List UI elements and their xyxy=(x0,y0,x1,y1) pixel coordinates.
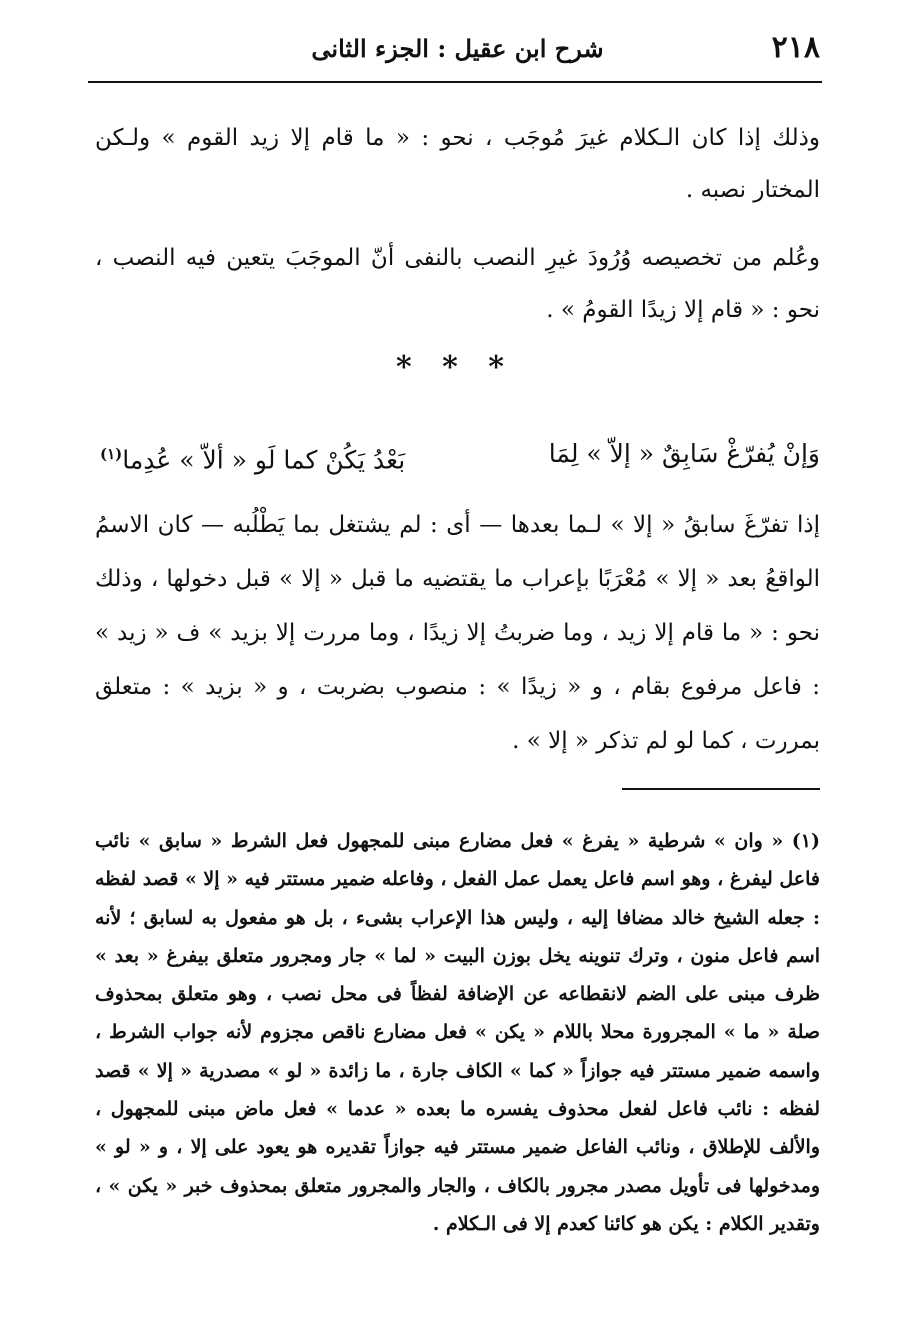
section-separator: * * * xyxy=(396,350,514,385)
footnote: (١) « وان » شرطية « يفرغ » فعل مضارع مبنى للمجهول فعل الشرط « سابق » نائب فاعل ليفرغ ، وهو اسم فاعل يعمل عمل الفعل ، وفاعله ضمير مستتر فيه « إلا » قصد لفظه : جعله الشيخ خالد مضافا إليه ، وليس هذا الإعراب بشىء ، بل هو مفعول به لسابق ؛ لأنه اسم فاعل منون ، وترك تنوينه يخل بوزن البيت « لما » جار ومجرور متعلق بيفرغ « بعد » ظرف مبنى على الضم لانقطاعه عن الإضافة لفظاً فى محل نصب ، وهو متعلق بمحذوف صلة « ما » المجرورة محلا باللام « يكن » فعل مضارع ناقص مجزوم لأنه جواب الشرط ، واسمه ضمير مستتر فيه جوازاً « كما » الكاف جارة ، ما زائدة « لو » مصدرية « إلا » قصد لفظه : نائب فاعل لفعل محذوف يفسره ما بعده « عدما » فعل ماض مبنى للمجهول ، والألف للإطلاق ، ونائب الفاعل ضمير مستتر فيه جوازاً تقديره هو يعود على إلا ، و « لو » ومدخولها فى تأويل مصدر مجرور بالكاف ، والجار والمجرور متعلق بمحذوف خبر « يكن » ، وتقدير الكلام : يكن هو كائنا كعدم إلا فى الـكلام . xyxy=(95,830,820,1235)
commentary-paragraph: إذا تفرّغَ سابقُ « إلا » لـما بعدها — أى : لم يشتغل بما يَطْلُبه — كان الاسمُ الواقعُ بعد « إلا » مُعْرَبًا بإعراب ما يقتضيه ما قبل « إلا » قبل دخولها ، وذلك نحو : « ما قام إلا زيد ، وما ضربتُ إلا زيدًا ، وما مررت إلا بزيد » ف « زيد » : فاعل مرفوع بقام ، و « زيدًا » : منصوب بضربت ، و « بزيد » : متعلق بمررت ، كما لو لم تذكر « إلا » . xyxy=(95,512,820,754)
header-rule xyxy=(88,81,822,83)
verse-first-hemistich: وَإنْ يُفرّغْ سَابِقٌ « إلاّ » لِمَا xyxy=(548,439,820,468)
page-number: ٢١٨ xyxy=(771,30,820,65)
footnote-rule xyxy=(622,788,820,790)
paragraph-1: وذلك إذا كان الـكلام غيرَ مُوجَب ، نحو : « ما قام إلا زيد القوم » ولـكن المختار نصبه . xyxy=(95,125,820,203)
verse-line xyxy=(100,430,820,484)
running-title: شرح ابن عقيل : الجزء الثانى xyxy=(311,34,604,63)
page-header xyxy=(95,28,820,78)
verse-second-hemistich: بَعْدُ يَكُنْ كما لَو « ألاّ » عُدِما xyxy=(122,445,406,475)
footnote-reference: (١) xyxy=(100,445,123,463)
verse-second-hemistich-wrap xyxy=(100,430,405,484)
paragraph-2: وعُلم من تخصيصه وُرُودَ غيرِ النصب بالنفى أنّ الموجَبَ يتعين فيه النصب ، نحو : « قام إلا زيدًا القومُ » . xyxy=(95,245,820,323)
